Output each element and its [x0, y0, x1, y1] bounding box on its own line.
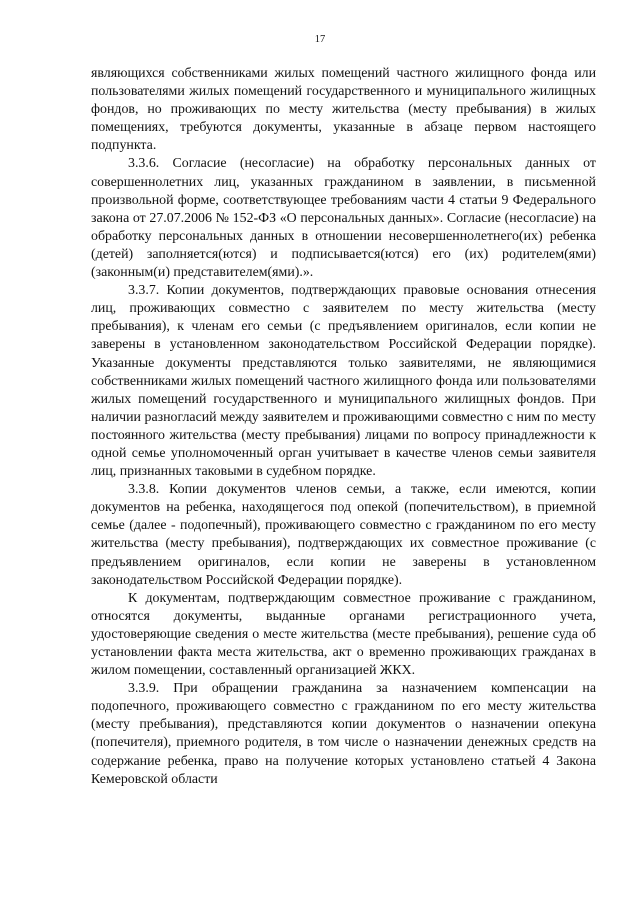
- paragraph-3-3-7: 3.3.7. Копии документов, подтверждающих правовые основания отнесения лиц, проживающих совместно с заявителем по месту жительства (месту пребывания), к членам его семьи (с предъявлением оригиналов, если копии не заверены в установленном законодательством Российской Федерации порядке). Указанные документы представляются только заявителями, не являющимися собственниками жилых помещений частного жилищного фонда или пользователями жилых помещений государственного и муниципального жилищных фондов. При наличии разногласий между заявителем и проживающими совместно с ним по месту постоянного жительства (месту пребывания) лицами по вопросу принадлежности к одной семье уполномоченный орган учитывает в качестве членов семьи заявителя лиц, признанных таковыми в судебном порядке.: [91, 283, 596, 480]
- paragraph-3-3-6: 3.3.6. Согласие (несогласие) на обработку персональных данных от совершеннолетних лиц, указанных гражданином в заявлении, в письменной произвольной форме, соответствующее требованиям части 4 статьи 9 Федерального закона от 27.07.2006 № 152-ФЗ «О персональных данных». Согласие (несогласие) на обработку персональных данных в отношении несовершеннолетнего(их) ребенка (детей) заполняется(ются) и подписывается(ются) его (их) родителем(ями) (законным(и) представителем(ями).».: [91, 156, 596, 281]
- paragraph-continuation: являющихся собственниками жилых помещений частного жилищного фонда или пользователями жилых помещений государственного и муниципального жилищных фондов, но проживающих по месту жительства (месту пребывания) в жилых помещениях, требуются документы, указанные в абзаце первом настоящего подпункта.: [91, 66, 596, 154]
- paragraph-3-3-8: 3.3.8. Копии документов членов семьи, а также, если имеются, копии документов на ребенка, находящегося под опекой (попечительством), в приемной семье (далее - подопечный), проживающего совместно с гражданином по его месту жительства (месту пребывания), подтверждающих их совместное проживание (с предъявлением оригиналов, если копии не заверены в установленном законодательством Российской Федерации порядке).: [91, 482, 596, 588]
- document-body: [91, 65, 596, 789]
- paragraph-3-3-9: 3.3.9. При обращении гражданина за назначением компенсации на подопечного, проживающего совместно с гражданином по его месту жительства (месту пребывания), представляются копии документов о назначении опекуна (попечителя), приемного родителя, в том числе о назначении денежных средств на содержание ребенка, право на получение которых установлено статьей 4 Закона Кемеровской области: [91, 681, 596, 787]
- page-number: 17: [314, 34, 326, 45]
- paragraph-cohabitation-documents: К документам, подтверждающим совместное проживание с гражданином, относятся документы, выданные органами регистрационного учета, удостоверяющие сведения о месте жительства (месте пребывания), решение суда об установлении факта места жительства, акт о временно проживающих гражданах в жилом помещении, составленный организацией ЖКХ.: [91, 590, 596, 679]
